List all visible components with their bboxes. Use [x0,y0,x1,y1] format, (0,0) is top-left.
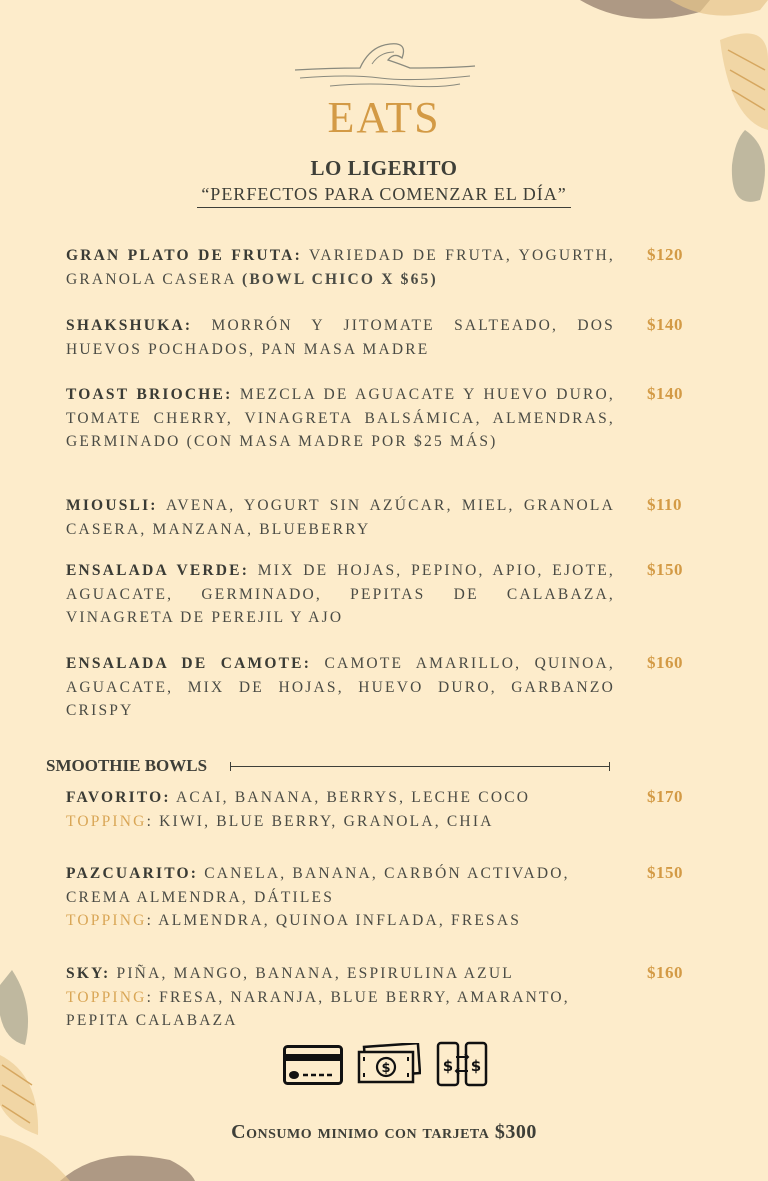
menu-item [66,314,615,361]
section-divider [230,766,610,767]
svg-text:$: $ [442,1057,454,1075]
smoothie-topping [66,909,615,933]
menu-item [66,494,615,541]
smoothie-section-title: SMOOTHIE BOWLS [46,756,208,775]
menu-item-price: $140 [647,384,683,403]
smoothie-item-name: FAVORITO: [66,789,171,806]
topping-desc: : FRESA, NARANJA, BLUE BERRY, AMARANTO, PEPITA CALABAZA [66,988,570,1029]
menu-item-name: TOAST BRIOCHE: [66,386,233,403]
smoothie-item [66,786,615,833]
section-subtitle: “PERFECTOS PARA COMENZAR EL DÍA” [197,184,570,208]
menu-item-name: ENSALADA DE CAMOTE: [66,655,312,672]
smoothie-item-name: SKY: [66,965,111,982]
smoothie-item-text [66,962,615,986]
svg-text:$: $ [470,1057,482,1075]
menu-item [66,652,615,723]
brand-name: EATS [327,93,441,142]
smoothie-item-text [66,786,615,810]
svg-text:$: $ [381,1061,391,1076]
menu-item-text [66,652,615,723]
menu-item-name: MIOUSLI: [66,497,158,514]
menu-item-desc: CAMOTE AMARILLO, QUINOA, AGUACATE, MIX DE HOJAS, HUEVO DURO, GARBANZO CRISPY [66,655,615,719]
smoothie-item-name: PAZCUARITO: [66,865,199,882]
topping-label: TOPPING [66,988,147,1006]
smoothie-item-price: $170 [647,787,683,806]
smoothie-item [66,962,615,1033]
menu-item [66,383,615,454]
smoothie-item [66,862,615,933]
menu-item-name: GRAN PLATO DE FRUTA: [66,247,302,264]
credit-card-icon [283,1045,343,1085]
topping-label: TOPPING [66,912,147,929]
smoothie-item-price: $160 [647,963,683,982]
menu-item-desc: MIX DE HOJAS, PEPINO, APIO, EJOTE, AGUACATE, GERMINADO, PEPITAS DE CALABAZA, VINAGRETA DE PEREJIL Y AJO [66,562,615,626]
menu-item-text [66,383,615,454]
menu-item-price: $120 [647,245,683,264]
topping-desc: : ALMENDRA, QUINOA INFLADA, FRESAS [146,912,522,929]
cash-icon [357,1043,421,1085]
smoothie-item-desc: CANELA, BANANA, CARBÓN ACTIVADO, CREMA ALMENDRA, DÁTILES [66,865,570,906]
smoothie-topping [66,810,615,834]
menu-item-price: $150 [647,560,683,579]
menu-item-desc: MEZCLA DE AGUACATE Y HUEVO DURO, TOMATE CHERRY, VINAGRETA BALSÁMICA, ALMENDRAS, GERMINADO (CON MASA MADRE POR $25 MÁS) [66,386,615,450]
smoothie-item-price: $150 [647,863,683,882]
smoothie-item-text [66,862,615,909]
section-title: LO LIGERITO [310,156,458,180]
wave-logo-icon [290,38,480,98]
smoothie-topping [66,986,615,1033]
menu-item-price: $140 [647,315,683,334]
divider-cap-right [609,762,610,771]
footer-minimum-card: Consumo minimo con tarjeta $300 [231,1121,537,1143]
menu-item-desc: AVENA, YOGURT SIN AZÚCAR, MIEL, GRANOLA CASERA, MANZANA, BLUEBERRY [66,497,615,538]
menu-item-text [66,559,615,630]
menu-item-name: SHAKSHUKA: [66,317,193,334]
subtitle-wrap [0,184,768,208]
topping-desc: : KIWI, BLUE BERRY, GRANOLA, CHIA [146,812,494,830]
menu-item-text [66,494,615,541]
menu-item-desc: MORRÓN Y JITOMATE SALTEADO, DOS HUEVOS POCHADOS, PAN MASA MADRE [66,317,615,358]
topping-label: TOPPING [66,812,147,830]
smoothie-item-desc: ACAI, BANANA, BERRYS, LECHE COCO [170,789,531,806]
smoothie-item-desc: PIÑA, MANGO, BANANA, ESPIRULINA AZUL [110,965,514,982]
menu-item [66,559,615,630]
menu-item-price: $160 [647,653,683,672]
menu-item-name: ENSALADA VERDE: [66,562,250,579]
menu-item-text [66,244,615,291]
menu-item [66,244,615,291]
menu-item-extra: (BOWL CHICO X $65) [241,270,438,288]
mobile-transfer-icon [436,1041,488,1087]
menu-item-text [66,314,615,361]
menu-item-price: $110 [647,495,683,514]
menu-item-desc: VARIEDAD DE FRUTA, YOGURTH, GRANOLA CASERA [66,247,615,288]
